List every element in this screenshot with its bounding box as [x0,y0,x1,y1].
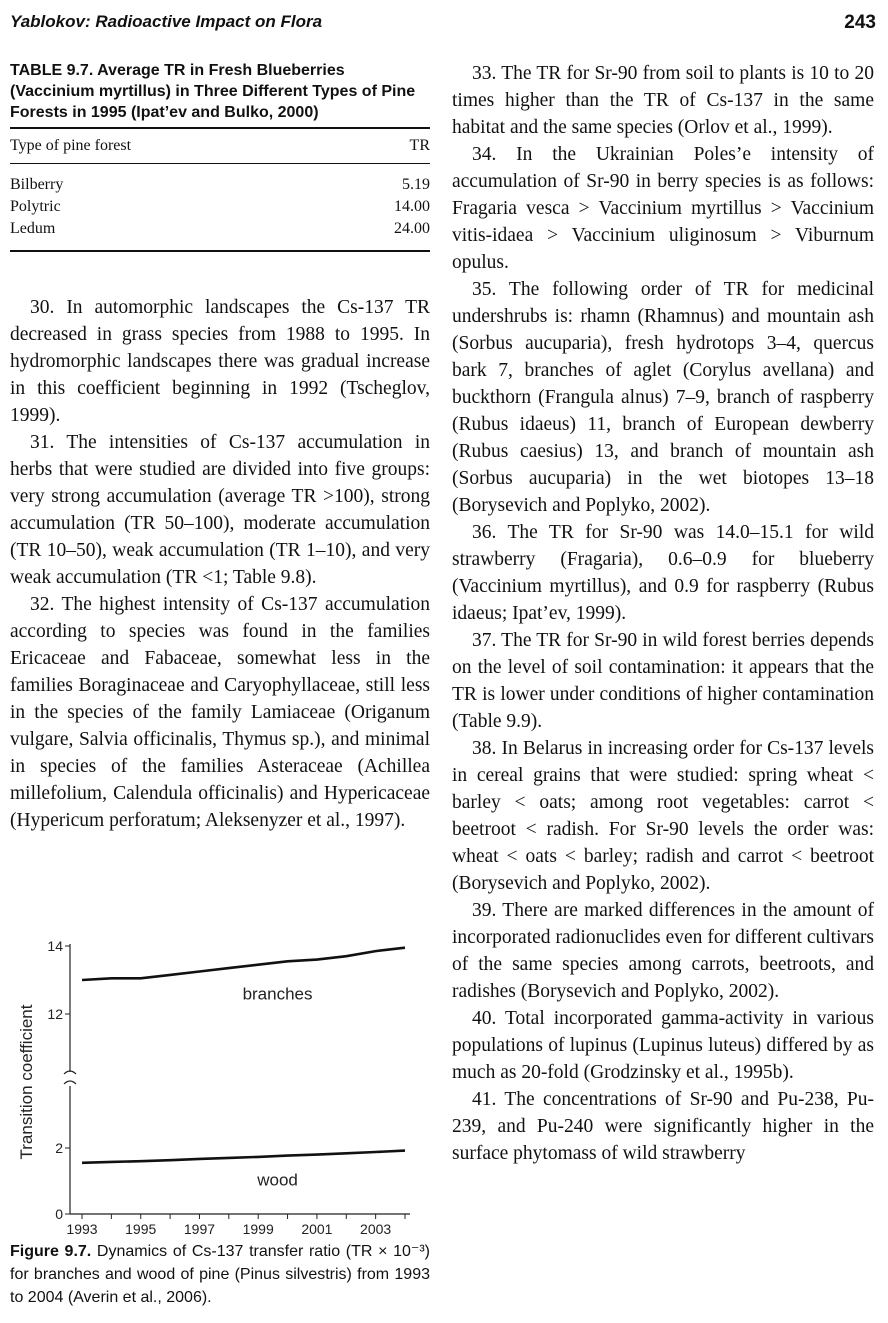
axis-break-mark [64,1071,76,1084]
table-cell: Polytric [10,198,61,215]
table-caption [10,60,430,123]
paragraph-36: 36. The TR for Sr-90 was 14.0–15.1 for wild strawberry (Fragaria), 0.6–0.9 for blueberry (Vaccinium myrtillus), and 0.9 for raspberry (Rubus idaeus; Ipat’ev, 1999). [452,522,874,624]
table-cell: 14.00 [394,198,430,215]
left-column [10,60,430,834]
table-row [10,164,430,196]
figure-caption [10,1240,430,1309]
paragraph-37: 37. The TR for Sr-90 in wild forest berries depends on the level of soil contamination: it appears that the TR is lower under conditions of higher contamination (Table 9.9). [452,630,874,732]
paragraph-30: 30. In automorphic landscapes the Cs-137 TR decreased in grass species from 1988 to 1995. In hydromorphic landscapes there was gradual increase in this coefficient beginning in 1992 (Tscheglov, 1999). [10,297,430,426]
paragraph-35: 35. The following order of TR for medicinal undershrubs is: rhamn (Rhamnus) and mountain ash (Sorbus aucuparia), fresh hydrotops 3–4, quercus bark 7, branches of aglet (Corylus avellana) and buckthorn (Frangula alnus) 7–9, branch of raspberry (Rubus idaeus) 11, branch of European dewberry (Rubus caesius) 13, and branch of mountain ash (Sorbus aucuparia) in the wet biotopes 13–18 (Borysevich and Poplyko, 2002). [452,279,874,516]
paragraph-40: 40. Total incorporated gamma-activity in various populations of lupinus (Lupinus luteus) differed by as much as 20-fold (Grodzinsky et al., 1995b). [452,1008,874,1083]
x-tick-label: 2001 [301,1221,333,1237]
paragraph-38: 38. In Belarus in increasing order for Cs-137 levels in cereal grains that were studied: spring wheat < barley < oats; among root vegetables: carrot < beetroot < radish. For Sr-90 levels the order was: wheat < oats < barley; radish and carrot < beetroot (Borysevich and Poplyko, 2002). [452,738,874,894]
table-label: TABLE 9.7. [10,62,94,79]
series-line-branches [82,948,405,980]
y-tick-label: 0 [55,1206,63,1222]
series-label-branches: branches [242,984,313,1004]
x-tick-label: 1997 [183,1221,216,1237]
x-tick-label: 1993 [66,1221,98,1237]
x-tick-label: 1999 [242,1221,274,1237]
y-axis-label: Transition coefficient [17,1004,36,1160]
table-row [10,218,430,250]
paragraph-31: 31. The intensities of Cs-137 accumulation in herbs that were studied are divided into five groups: very strong accumulation (average TR >100), strong accumulation (TR 50–100), moderate accumulation (TR 10–50), weak accumulation (TR 1–10), and very weak accumulation (TR <1; Table 9.8). [10,432,430,588]
series-line-wood [82,1151,405,1163]
figure-label: Figure 9.7. [10,1243,92,1260]
paragraph-41: 41. The concentrations of Sr-90 and Pu-238, Pu-239, and Pu-240 were significantly higher in the surface phytomass of wild strawberry [452,1089,874,1164]
figure-9-7 [10,932,430,1242]
table-cell: 5.19 [402,176,430,193]
paragraph-32: 32. The highest intensity of Cs-137 accumulation according to species was found in the families Ericaceae and Fabaceae, somewhat less in the families Boraginaceae and Caryophyllaceae, still less in the species of the family Lamiaceae (Origanum vulgare, Salvia officinalis, Thymus sp.), and minimal in species of the families Asteraceae (Achillea millefolium, Calendula officinalis) and Hypericaceae (Hypericum perforatum; Aleksenyzer et al., 1997). [10,594,430,831]
x-tick-label: 2003 [360,1221,392,1237]
table-cell: Bilberry [10,176,64,193]
y-tick-label: 14 [47,938,63,954]
running-head-title: Yablokov: Radioactive Impact on Flora [10,12,323,31]
x-tick-label: 1995 [125,1221,157,1237]
running-head [10,8,876,38]
table-row [10,196,430,218]
tr-table [10,129,430,250]
y-tick-label: 12 [47,1006,63,1022]
figure-caption-text: Dynamics of Cs-137 transfer ratio (TR × 10⁻³) for branches and wood of pine (Pinus silvestris) from 1993 to 2004 (Averin et al., 2006). [10,1243,430,1306]
table-cell: 24.00 [394,220,430,237]
paragraph-39: 39. There are marked differences in the amount of incorporated radionuclides even for different cultivars of the same species among carrots, beetroots, and radishes (Borysevich and Poplyko, 2002). [452,900,874,1002]
series-label-wood: wood [257,1170,298,1190]
table-header-tr: TR [409,137,430,154]
table-header-forest: Type of pine forest [10,137,132,154]
paragraph-33: 33. The TR for Sr-90 from soil to plants is 10 to 20 times higher than the TR of Cs-137 in the same habitat and the same species (Orlov et al., 1999). [452,63,874,138]
right-column [452,60,874,1167]
y-tick-label: 2 [55,1140,63,1156]
table-caption-text: Average TR in Fresh Blueberries (Vaccinium myrtillus) in Three Different Types of Pine Forests in 1995 (Ipat’ev and Bulko, 2000) [10,62,416,121]
page-number: 243 [844,12,876,33]
transfer-ratio-chart [10,932,430,1242]
table-cell: Ledum [10,220,56,237]
paragraph-34: 34. In the Ukrainian Poles’e intensity of accumulation of Sr-90 in berry species is as follows: Fragaria vesca > Vaccinium myrtillus > Vaccinium vitis-idaea > Vaccinium uliginosum > Viburnum opulus. [452,144,874,273]
